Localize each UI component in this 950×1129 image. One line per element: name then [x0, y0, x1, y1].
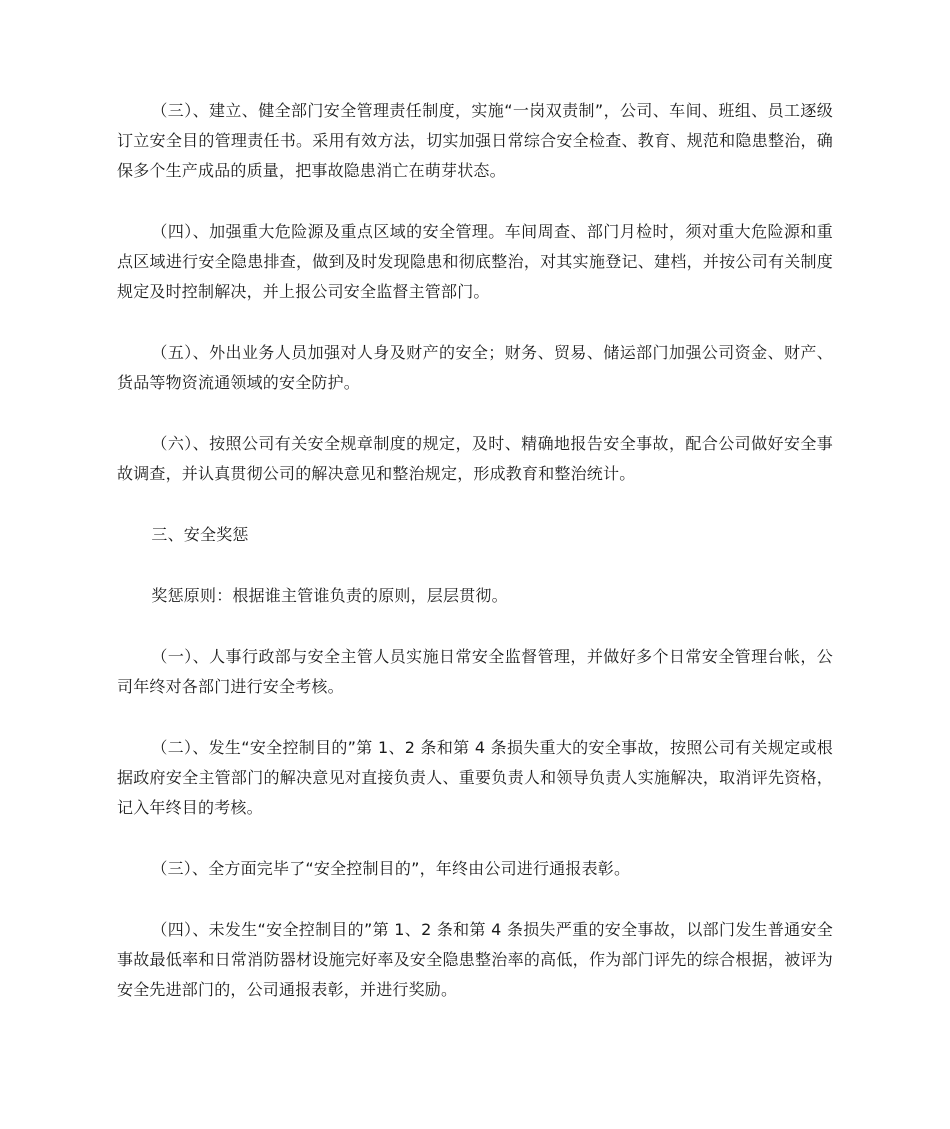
paragraph-item-3: （三）、全方面完毕了“安全控制目的”，年终由公司进行通报表彰。: [151, 859, 631, 878]
paragraph-section-6: （六）、按照公司有关安全规章制度的规定，及时、精确地报告安全事故，配合公司做好安全事故调查，并认真贯彻公司的解决意见和整治规定，形成教育和整治统计。: [117, 434, 833, 483]
paragraph-item-4: （四）、未发生“安全控制目的”第 1、2 条和第 4 条损失严重的安全事故，以部门发生普通安全事故最低率和日常消防器材设施完好率及安全隐患整治率的高低，作为部门评先的综合根据，被评为安全先进部门的，公司通报表彰，并进行奖励。: [117, 920, 833, 999]
paragraph-principle: 奖惩原则：根据谁主管谁负责的原则，层层贯彻。: [151, 586, 508, 605]
paragraph-section-5: （五）、外出业务人员加强对人身及财产的安全；财务、贸易、储运部门加强公司资金、财产、货品等物资流通领域的安全防护。: [117, 343, 833, 392]
document-body: [117, 96, 833, 1036]
paragraph-section-3: （三）、建立、健全部门安全管理责任制度，实施“一岗双责制”，公司、车间、班组、员工逐级订立安全目的管理责任书。采用有效方法，切实加强日常综合安全检查、教育、规范和隐患整治，确保多个生产成品的质量，把事故隐患消亡在萌芽状态。: [117, 101, 833, 180]
section-heading-rewards-penalties: 三、安全奖惩: [151, 525, 249, 544]
paragraph-section-4: （四）、加强重大危险源及重点区域的安全管理。车间周查、部门月检时，须对重大危险源和重点区域进行安全隐患排查，做到及时发现隐患和彻底整治，对其实施登记、建档，并按公司有关制度规定及时控制解决，并上报公司安全监督主管部门。: [117, 222, 833, 301]
paragraph-item-2: （二）、发生“安全控制目的”第 1、2 条和第 4 条损失重大的安全事故，按照公司有关规定或根据政府安全主管部门的解决意见对直接负责人、重要负责人和领导负责人实施解决，取消评先资格，记入年终目的考核。: [117, 738, 833, 817]
paragraph-item-1: （一）、人事行政部与安全主管人员实施日常安全监督管理，并做好多个日常安全管理台帐，公司年终对各部门进行安全考核。: [117, 647, 833, 696]
